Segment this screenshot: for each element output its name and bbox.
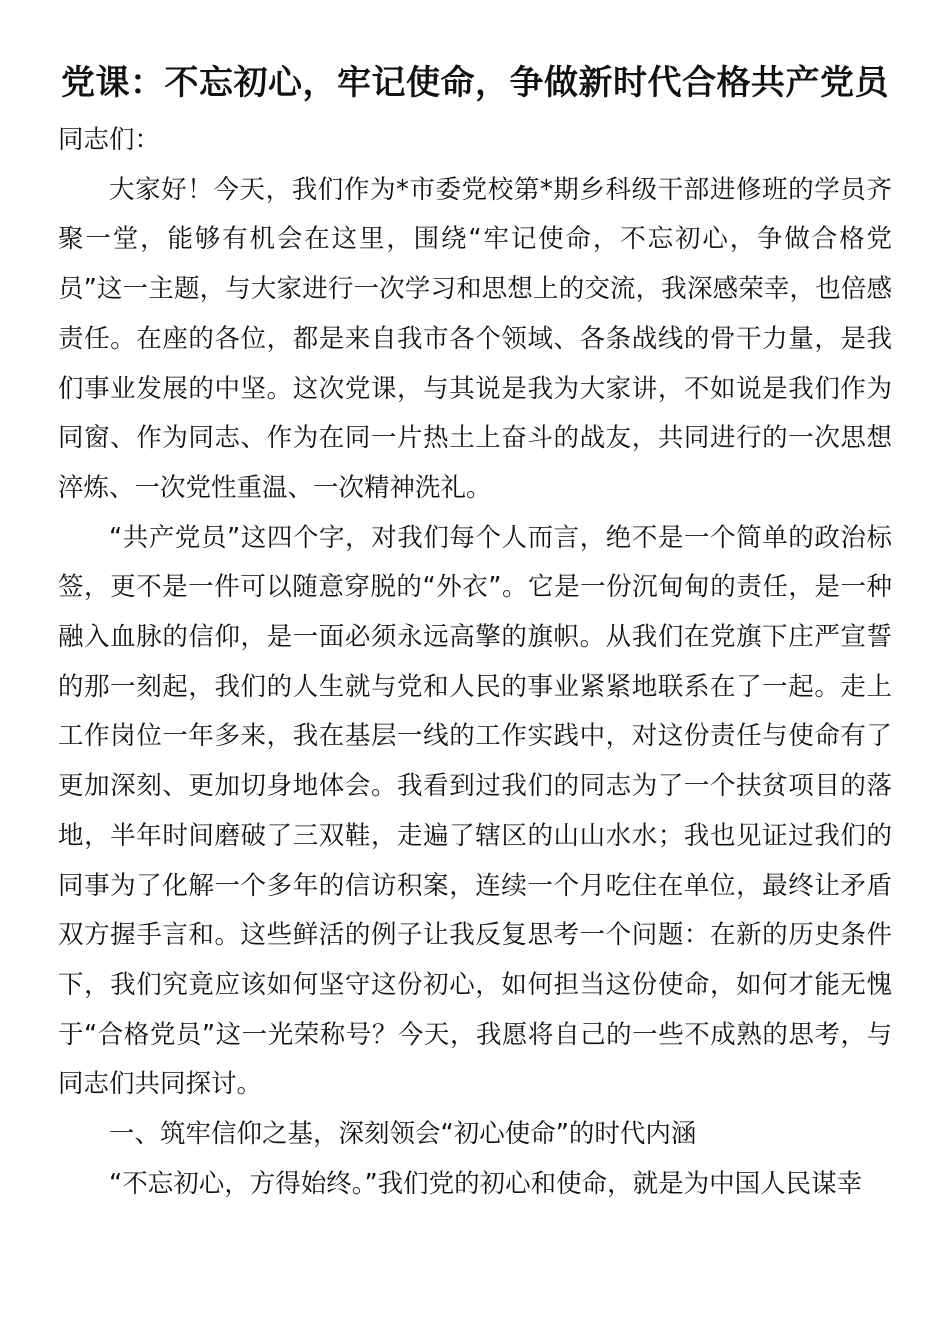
salutation: 同志们： [58, 125, 161, 155]
document-title: 党课：不忘初心，牢记使命，争做新时代合格共产党员 [61, 63, 889, 103]
paragraph-intro: 大家好！今天，我们作为*市委党校第*期乡科级干部进修班的学员齐聚一堂，能够有机会在这里，围绕“牢记使命，不忘初心，争做合格党员”这一主题，与大家进行一次学习和思想上的交流，我深感荣幸，也倍感责任。在座的各位，都是来自我市各个领域、各条战线的骨干力量，是我们事业发展的中坚。这次党课，与其说是我为大家讲，不如说是我们作为同窗、作为同志、作为在同一片热土上奋斗的战友，共同进行的一次思想淬炼、一次党性重温、一次精神洗礼。 [58, 174, 892, 503]
section-heading-1: 一、筑牢信仰之基，深刻领会“初心使命”的时代内涵 [109, 1119, 697, 1150]
paragraph-party-member: “共产党员”这四个字，对我们每个人而言，绝不是一个简单的政治标签，更不是一件可以随意穿脱的“外衣”。它是一份沉甸甸的责任，是一种融入血脉的信仰，是一面必须永远高擎的旗帜。从我们在党旗下庄严宣誓的那一刻起，我们的人生就与党和人民的事业紧紧地联系在了一起。走上工作岗位一年多来，我在基层一线的工作实践中，对这份责任与使命有了更加深刻、更加切身地体会。我看到过我们的同志为了一个扶贫项目的落地，半年时间磨破了三双鞋，走遍了辖区的山山水水；我也见证过我们的同事为了化解一个多年的信访积案，连续一个月吃住在单位，最终让矛盾双方握手言和。这些鲜活的例子让我反复思考一个问题：在新的历史条件下，我们究竟应该如何坚守这份初心，如何担当这份使命，如何才能无愧于“合格党员”这一光荣称号？今天，我愿将自己的一些不成熟的思考，与同志们共同探讨。 [58, 522, 892, 1100]
paragraph-section-1-start: “不忘初心，方得始终。”我们党的初心和使命，就是为中国人民谋幸 [109, 1168, 863, 1199]
